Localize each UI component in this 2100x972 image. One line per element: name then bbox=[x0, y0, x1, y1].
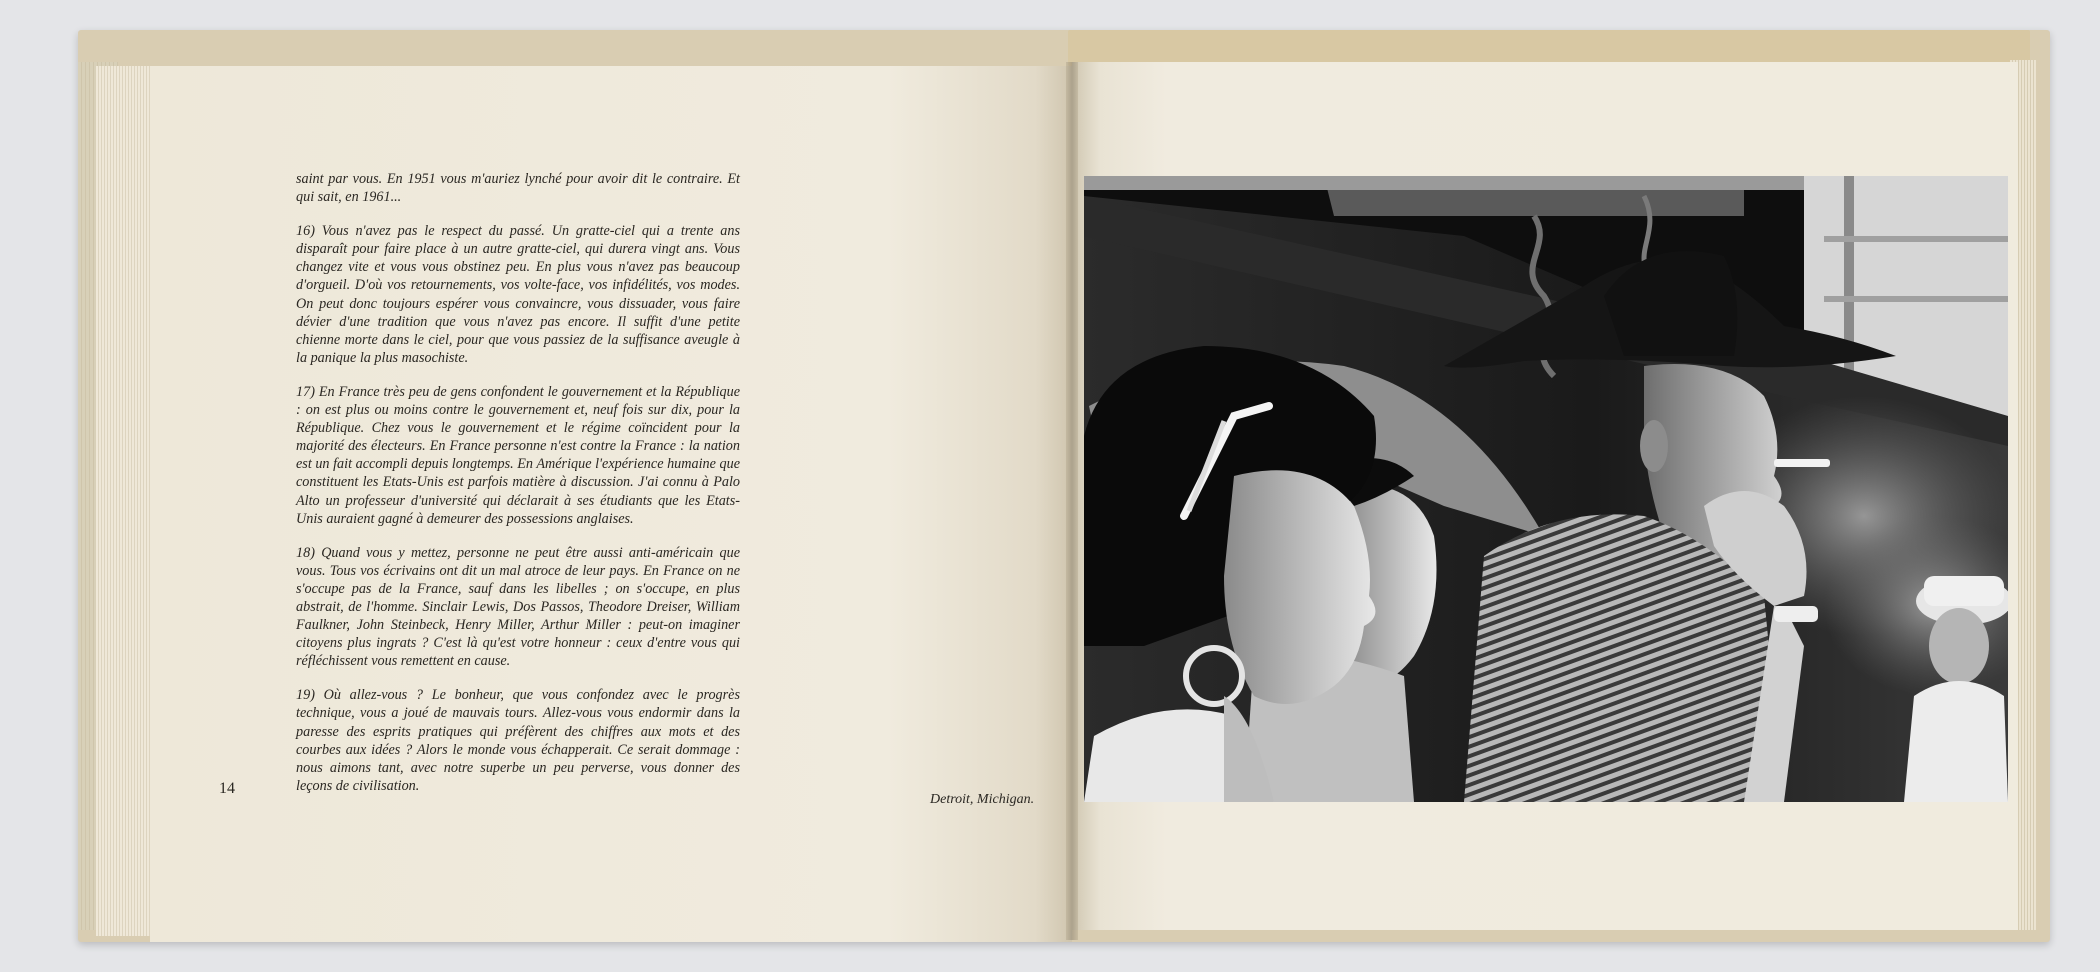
paragraph-18: 18) Quand vous y mettez, personne ne peut être aussi anti-américain que vous. Tous vos écrivains ont dit un mal atroce de leur pays. En France on ne s'occupe pas de la France, sauf dans les libelles ; on s'occupe, en plus abstrait, de l'homme. Sinclair Lewis, Dos Passos, Theodore Dreiser, William Faulkner, John Steinbeck, Henry Miller, Arthur Miller : peut-on imaginer citoyens plus ingrats ? C'est là qu'est votre honneur : ceux d'entre vous qui réfléchissent vous remettent en cause. bbox=[296, 544, 740, 670]
page-stack-left bbox=[96, 66, 156, 936]
paragraph-16: 16) Vous n'avez pas le respect du passé. Un gratte-ciel qui a trente ans disparaît pour faire place à un autre gratte-ciel, qui durera vingt ans. Vous changez vite et vous vous obstinez peu. En plus vous n'avez pas beaucoup d'orgueil. D'où vos retournements, vos volte-face, vos infidélités, vos modes. On peut donc toujours espérer vous convaincre, vous dissuader, vous faire dévier d'une tradition que vous n'avez pas encore. Il suffit d'une petite chienne morte dans le ciel, pour que vous passiez de la suffisance aveugle à la panique la plus masochiste. bbox=[296, 223, 740, 366]
photograph bbox=[1084, 176, 2008, 802]
paragraph-17: 17) En France très peu de gens confondent le gouvernement et la République : on est plus ou moins contre le gouvernement et, neuf fois sur dix, pour la République. Chez vous le gouvernement et le régime coïncident pour la majorité des électeurs. En France personne n'est contre la France : la nation est un fait accompli depuis longtemps. En Amérique l'expérience humaine que constituent les Etats-Unis est parfois matière à discussion. J'ai connu à Palo Alto un professeur d'université qui déclarait à ses étudiants que les Etats-Unis auraient gagné à demeurer des possessions anglaises. bbox=[296, 383, 740, 527]
essay-text bbox=[296, 170, 740, 811]
paragraph-19: 19) Où allez-vous ? Le bonheur, que vous confondez avec le progrès technique, vous a joué de mauvais tours. Allez-vous vous endormir dans la paresse des esprits pratiques qui préfèrent des chiffres aux mots et des courbes aux idées ? Alors le monde vous échapperait. Ce serait dommage : nous aimons tant, avec notre superbe un peu perverse, vous donner des leçons de civilisation. bbox=[296, 687, 740, 794]
page-number: 14 bbox=[219, 780, 235, 797]
book-gutter bbox=[1066, 62, 1078, 940]
photo-caption: Detroit, Michigan. bbox=[930, 792, 1035, 807]
paragraph-15-end: saint par vous. En 1951 vous m'auriez lynché pour avoir dit le contraire. Et qui sait, en 1961... bbox=[296, 171, 740, 206]
photograph-illustration bbox=[1084, 176, 2008, 802]
cover-edge-top bbox=[1068, 30, 2030, 66]
